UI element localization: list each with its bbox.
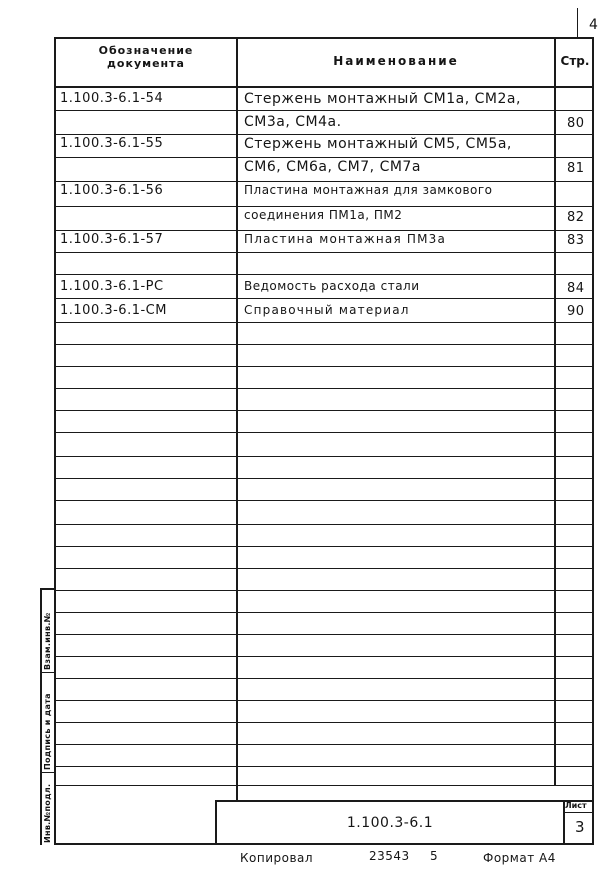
footer-order-suffix: 5: [430, 849, 439, 863]
row-line: [54, 744, 594, 745]
row-line: [54, 500, 594, 501]
row-line: [54, 298, 594, 299]
row-line: [54, 656, 594, 657]
row-line: [54, 252, 594, 253]
footer-format: Формат А4: [483, 851, 556, 865]
row-line: [54, 785, 594, 786]
row-name: Пластина монтажная для замкового: [244, 183, 493, 197]
row-line: [54, 388, 594, 389]
row-line: [54, 546, 594, 547]
row-line: [54, 230, 594, 231]
row-line: [54, 634, 594, 635]
row-page: 83: [567, 233, 585, 248]
row-name: СМ3а, СМ4а.: [244, 114, 342, 130]
doc-code: 1.100.3-6.1: [346, 815, 434, 831]
side-stamp-top: [40, 588, 54, 590]
row-line: [54, 590, 594, 591]
row-designation: 1.100.3-6.1-57: [60, 232, 164, 247]
side-stamp-border: [40, 588, 42, 845]
header-page: Стр.: [560, 54, 590, 68]
row-line: [54, 766, 594, 767]
row-line: [54, 110, 594, 111]
header-designation: Обозначение документа: [98, 44, 194, 70]
side-stamp-sign-date: Подпись и дата: [43, 693, 52, 770]
row-line: [54, 366, 594, 367]
row-line: [54, 432, 594, 433]
sheet-label: Лист: [565, 801, 587, 810]
footer-copied: Копировал: [240, 851, 314, 865]
row-name: СМ6, СМ6а, СМ7, СМ7а: [244, 159, 421, 175]
header-name: Наименование: [333, 54, 459, 68]
row-line: [54, 612, 594, 613]
side-stamp-divider: [40, 672, 54, 673]
footer-order: 23543: [369, 849, 410, 863]
side-stamp-inv-original: Инв.№подл.: [43, 783, 52, 843]
row-name: Стержень монтажный СМ5, СМ5а,: [244, 136, 512, 152]
row-page: 82: [567, 210, 585, 225]
row-line: [54, 157, 594, 158]
row-page: 81: [567, 161, 585, 176]
row-designation: 1.100.3-6.1-54: [60, 91, 164, 106]
row-page: 90: [567, 304, 585, 319]
row-line: [54, 181, 594, 182]
row-designation: 1.100.3-6.1-55: [60, 136, 164, 151]
row-line: [54, 524, 594, 525]
row-line: [54, 700, 594, 701]
row-line: [54, 206, 594, 207]
column-divider-designation: [236, 37, 238, 800]
row-name: Ведомость расхода стали: [244, 279, 420, 293]
row-line: [54, 344, 594, 345]
header-divider: [54, 86, 594, 88]
row-line: [54, 678, 594, 679]
sheet-box-divider: [563, 812, 594, 813]
row-line: [54, 478, 594, 479]
sheet-number: 3: [575, 818, 586, 836]
row-line: [54, 410, 594, 411]
page-number-box-border: [577, 8, 578, 37]
row-line: [54, 722, 594, 723]
row-line: [54, 322, 594, 323]
column-divider-page: [554, 37, 556, 785]
row-name: Стержень монтажный СМ1а, СМ2а,: [244, 91, 521, 107]
row-designation: 1.100.3-6.1-56: [60, 183, 164, 198]
side-stamp-divider: [40, 772, 54, 773]
row-page: 84: [567, 281, 585, 296]
page-number: 4: [589, 17, 599, 33]
side-stamp-replace-inv: Взам.инв.№: [43, 612, 52, 670]
row-designation: 1.100.3-6.1-РС: [60, 279, 164, 294]
row-line: [54, 456, 594, 457]
row-line: [54, 274, 594, 275]
row-page: 80: [567, 116, 585, 131]
row-name: Справочный материал: [244, 303, 410, 317]
row-line: [54, 568, 594, 569]
row-name: Пластина монтажная ПМ3а: [244, 232, 447, 246]
row-line: [54, 134, 594, 135]
row-name: соединения ПМ1а, ПМ2: [244, 208, 403, 222]
title-block-top: [215, 800, 594, 802]
row-designation: 1.100.3-6.1-СМ: [60, 303, 167, 318]
